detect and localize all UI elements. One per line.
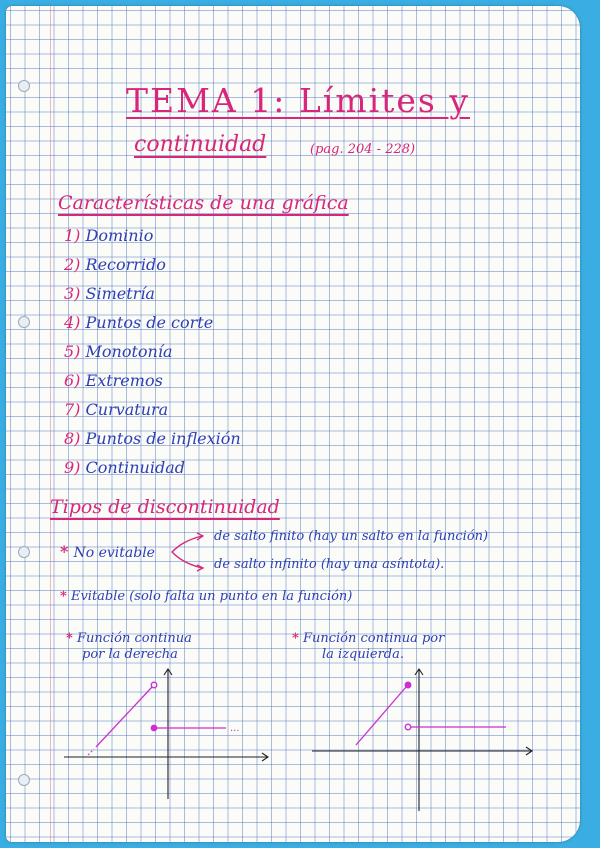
list-item [64,286,155,302]
list-number: 6) [64,371,81,390]
list-text: Monotonía [85,342,173,361]
left-caption-line1: Función continua [76,631,192,646]
list-number: 2) [64,255,81,274]
list-item [64,228,153,244]
page-reference: (pag. 204 - 228) [310,142,416,157]
bullet-star: * [292,631,299,646]
open-point [405,724,411,730]
binder-hole [18,774,30,786]
list-number: 9) [64,458,81,477]
list-item [64,373,163,389]
list-text: Extremos [85,371,163,390]
page-title: TEMA 1: Límites y [126,81,470,120]
left-branch-line [96,687,152,747]
list-number: 7) [64,400,81,419]
binder-hole [18,80,30,92]
list-item [64,257,166,273]
brace-arrows-icon [166,530,206,574]
list-item [64,460,185,476]
list-item [64,315,213,331]
page-title-line2: continuidad [134,132,267,157]
binder-hole [18,546,30,558]
margin-line [50,6,51,842]
left-graph-caption [66,632,192,645]
section-heading-discontinuity: Tipos de discontinuidad [50,496,280,518]
left-graph [56,661,276,811]
list-item [64,431,241,447]
salto-finito-option: de salto finito (hay un salto en la función) [214,529,489,544]
right-caption-line1: Función continua por [302,631,445,646]
right-graph [306,661,546,821]
section-heading-characteristics: Características de una gráfica [58,192,349,214]
list-number: 8) [64,429,81,448]
left-branch-dash [88,749,94,755]
right-caption-line2: la izquierda. [322,647,405,662]
list-text: Recorrido [85,255,166,274]
list-number: 1) [64,226,81,245]
bullet-star: * [60,589,67,604]
right-graph-caption [292,632,444,645]
continuation-dots: ... [230,723,240,734]
no-evitable-text: No evitable [73,545,155,561]
left-caption-line2: por la derecha [82,647,178,662]
binder-hole [18,316,30,328]
salto-infinito-option: de salto infinito (hay una asíntota). [214,557,445,572]
list-text: Dominio [85,226,154,245]
no-evitable-label [60,544,155,560]
list-text: Simetría [85,284,155,303]
closed-point [151,725,157,731]
list-text: Puntos de inflexión [85,429,241,448]
left-branch-line [356,687,406,745]
open-point [151,682,157,688]
notebook-page [6,6,580,842]
list-item [64,402,168,418]
evitable-label [60,590,352,603]
closed-point [405,682,411,688]
list-number: 5) [64,342,81,361]
list-number: 4) [64,313,81,332]
bullet-star: * [60,542,69,561]
bullet-star: * [66,631,73,646]
list-number: 3) [64,284,81,303]
list-text: Puntos de corte [85,313,214,332]
list-text: Continuidad [85,458,185,477]
evitable-text: Evitable (solo falta un punto en la función) [70,589,353,604]
list-text: Curvatura [85,400,169,419]
list-item [64,344,173,360]
